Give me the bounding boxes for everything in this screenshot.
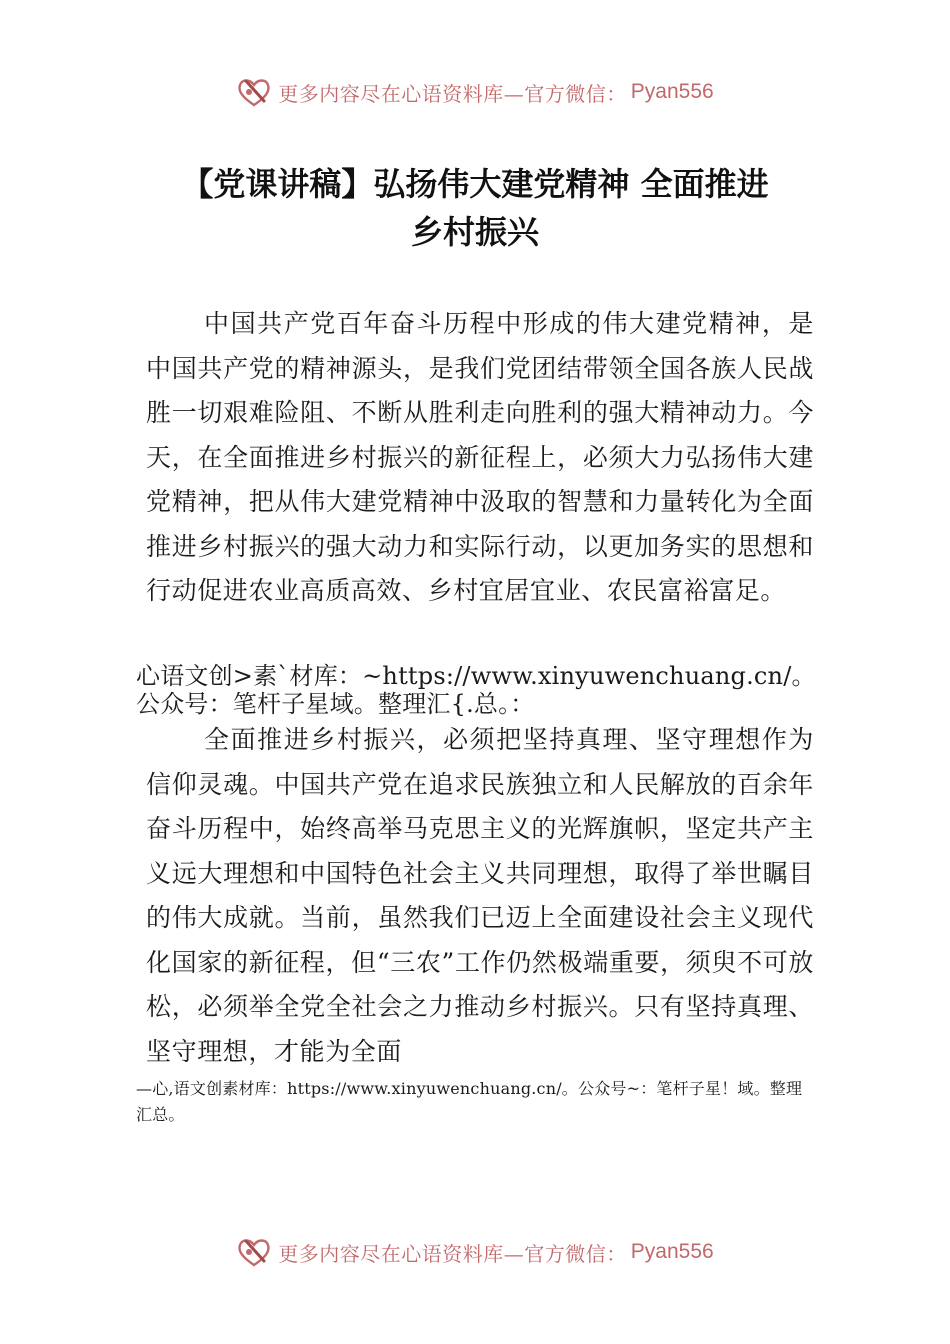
header-banner-text: 更多内容尽在心语资料库—官方微信： [278,81,627,106]
title-line-2: 乡村振兴 [410,213,539,251]
watermark-2-line-1: —心,语文创素材库：https://www.xinyuwenchuang.cn/。公众号~：笔杆子星！域。整理 [136,1079,803,1098]
body-paragraph-2: 全面推进乡村振兴，必须把坚持真理、坚守理想作为信仰灵魂。中国共产党在追求民族独立和人民解放的百余年奋斗历程中，始终高举马克思主义的光辉旗帜，坚定共产主义远大理想和中国特色社会主义共同理想，取得了举世瞩目的伟大成就。当前，虽然我们已迈上全面建设社会主义现代化国家的新征程，但“三农”工作仍然极端重要，须臾不可放松，必须举全党全社会之力推动乡村振兴。只有坚持真理、坚守理想，才能为全面 [146,725,814,1066]
footer-banner-text: 更多内容尽在心语资料库—官方微信： [278,1241,627,1266]
footer-banner-wechat-id: Pyan556 [630,1240,714,1263]
title-line-1: 【党课讲稿】弘扬伟大建党精神 全面推进 [181,165,769,203]
watermark-1-line-2: 公众号：笔杆子星域。整理汇{.总。： [136,690,535,718]
header-banner [0,72,950,112]
watermark-text-1 [136,662,836,718]
footer-banner [0,1232,950,1272]
watermark-2-line-2: 汇总。 [136,1105,185,1124]
brush-heart-logo-icon [236,1235,272,1269]
watermark-1-line-1: 心语文创>素`材库：~https://www.xinyuwenchuang.cn/。 [136,662,816,690]
body-paragraph-1: 中国共产党百年奋斗历程中形成的伟大建党精神，是中国共产党的精神源头，是我们党团结带领全国各族人民战胜一切艰难险阻、不断从胜利走向胜利的强大精神动力。今天，在全面推进乡村振兴的新征程上，必须大力弘扬伟大建党精神，把从伟大建党精神中汲取的智慧和力量转化为全面推进乡村振兴的强大动力和实际行动，以更加务实的思想和行动促进农业高质高效、乡村宜居宜业、农民富裕富足。 [146,309,814,605]
brush-heart-logo-icon [236,75,272,109]
watermark-text-2 [136,1076,836,1128]
header-banner-wechat-id: Pyan556 [630,80,714,103]
document-title [100,160,850,256]
